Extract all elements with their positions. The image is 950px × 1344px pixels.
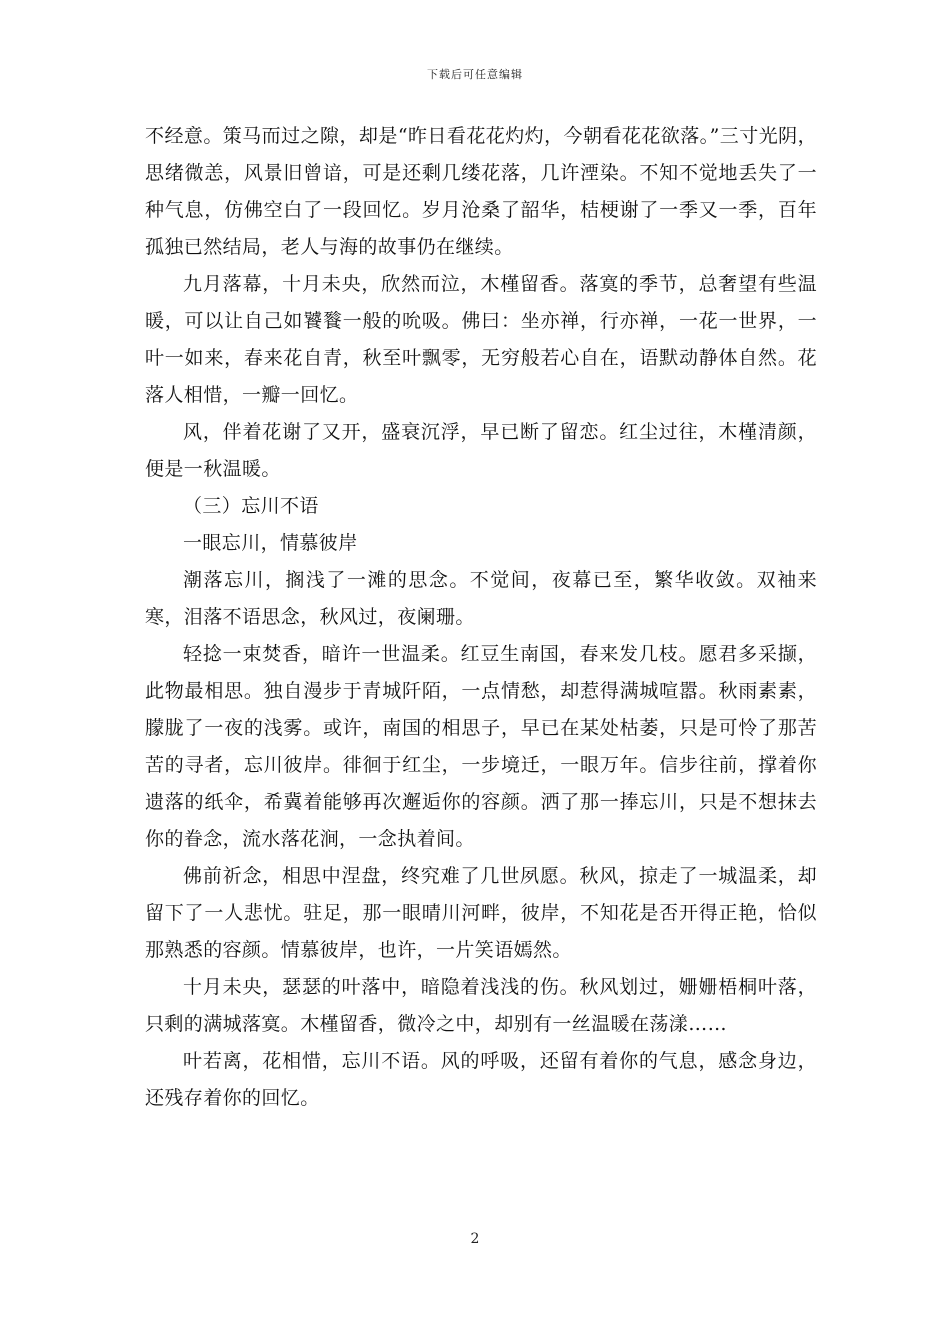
paragraph: 叶若离，花相惜，忘川不语。风的呼吸，还留有着你的气息，感念身边，还残存着你的回忆。 bbox=[145, 1050, 817, 1109]
page-number: 2 bbox=[470, 1231, 480, 1247]
paragraph: 潮落忘川，搁浅了一滩的思念。不觉间，夜幕已至，繁华收敛。双袖来寒，泪落不语思念，秋风过，夜阑珊。 bbox=[145, 569, 817, 628]
section-heading: （三）忘川不语 bbox=[183, 495, 319, 517]
paragraph-continued: 不经意。策马而过之隙，却是“昨日看花花灼灼，今朝看花花欲落。”三寸光阴，思绪微恙，风景旧曾谙，可是还剩几缕花落，几许湮染。不知不觉地丢失了一种气息，仿佛空白了一段回忆。岁月沧桑了韶华，桔梗谢了一季又一季，百年孤独已然结局，老人与海的故事仍在继续。 bbox=[145, 125, 817, 258]
document-body bbox=[145, 118, 817, 1117]
paragraph: 风，伴着花谢了又开，盛衰沉浮，早已断了留恋。红尘过往，木槿清颜，便是一秋温暖。 bbox=[145, 421, 817, 480]
paragraph: 佛前祈念，相思中涅盘，终究难了几世夙愿。秋风，掠走了一城温柔，却留下了一人悲忧。驻足，那一眼晴川河畔，彼岸，不知花是否开得正艳，恰似那熟悉的容颜。情慕彼岸，也许，一片笑语嫣然。 bbox=[145, 865, 817, 961]
paragraph: 轻捻一束焚香，暗许一世温柔。红豆生南国，春来发几枝。愿君多采撷，此物最相思。独自漫步于青城阡陌，一点情愁，却惹得满城喧嚣。秋雨素素，朦胧了一夜的浅雾。或许，南国的相思子，早已在某处枯萎，只是可怜了那苦苦的寻者，忘川彼岸。徘徊于红尘，一步境迁，一眼万年。信步往前，撑着你遗落的纸伞，希冀着能够再次邂逅你的容颜。洒了那一捧忘川，只是不想抹去你的眷念，流水落花涧，一念执着间。 bbox=[145, 643, 817, 850]
section-subtitle: 一眼忘川，情慕彼岸 bbox=[183, 532, 358, 554]
paragraph: 十月未央，瑟瑟的叶落中，暗隐着浅浅的伤。秋风划过，姗姗梧桐叶落，只剩的满城落寞。木槿留香，微冷之中，却别有一丝温暖在荡漾…… bbox=[145, 976, 817, 1035]
page-header: 下载后可任意编辑 bbox=[427, 68, 523, 81]
paragraph: 九月落幕，十月未央，欣然而泣，木槿留香。落寞的季节，总奢望有些温暖，可以让自己如饕餮一般的吮吸。佛曰：坐亦禅，行亦禅，一花一世界，一叶一如来，春来花自青，秋至叶飘零，无穷般若心自在，语默动静体自然。花落人相惜，一瓣一回忆。 bbox=[145, 273, 817, 406]
